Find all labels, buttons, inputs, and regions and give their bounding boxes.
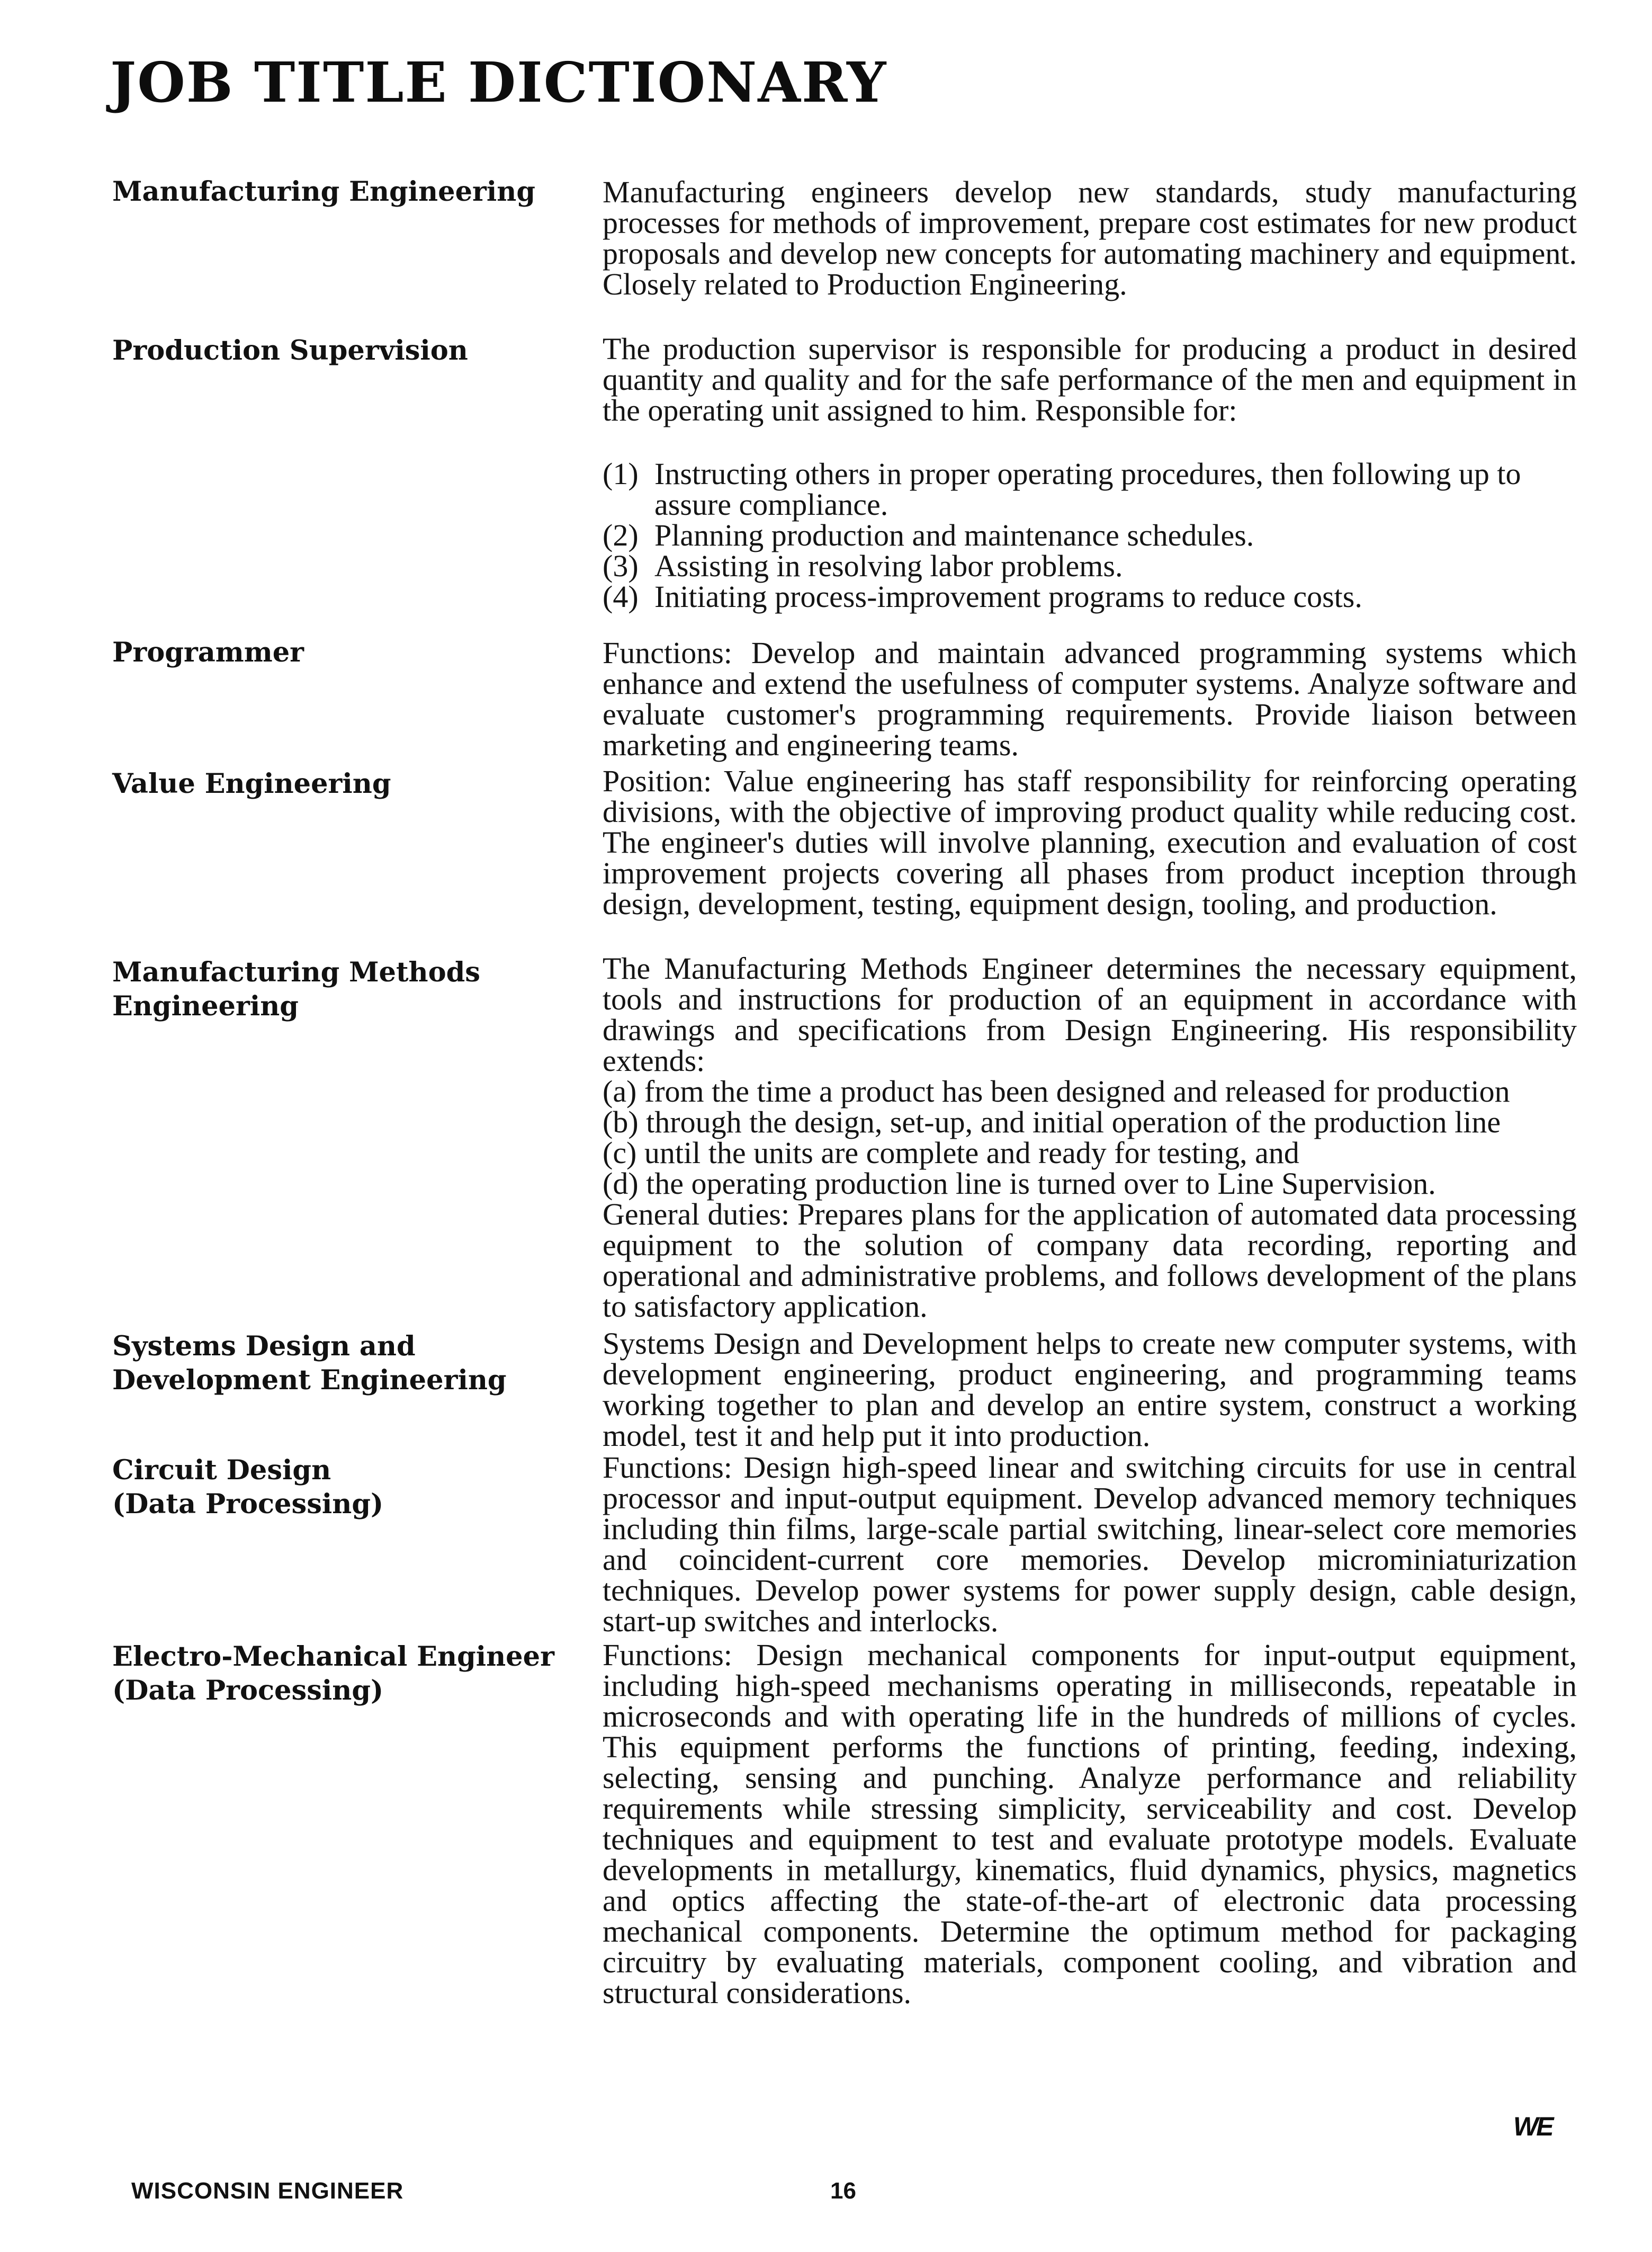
job-description xyxy=(603,1640,1577,2008)
list-item-text: Instructing others in proper operating procedures, then following up to assure compliance. xyxy=(654,457,1521,522)
list-item xyxy=(603,579,1577,614)
description-paragraph: Functions: Design high-speed linear and switching circuits for use in central processor and input-output equipment. Develop advanced memory techniques including thin films, large-scale partial switching, linear-select core memories and coincident-current core memories. Develop microminiaturization techniques. Develop power systems for power supply design, cable design, start-up switches and interlocks. xyxy=(603,1450,1577,1638)
list-item xyxy=(603,1138,1577,1168)
list-marker: (c) xyxy=(603,1136,637,1170)
page-title: JOB TITLE DICTIONARY xyxy=(110,50,887,115)
description-paragraph: Systems Design and Development helps to create new computer systems, with development engineering, product engineering, and programming teams working together to plan and develop an entire system, construct a working model, test it and help put it into production. xyxy=(603,1326,1577,1453)
list-item-text: until the units are complete and ready for testing, and xyxy=(644,1136,1299,1170)
job-title-label xyxy=(112,955,573,1023)
job-title-label xyxy=(112,636,573,669)
list-marker: (1) xyxy=(603,457,639,491)
list-item-text: Initiating process-improvement programs to reduce costs. xyxy=(654,579,1362,614)
job-title-line: Engineering xyxy=(112,990,299,1022)
list-item xyxy=(603,551,1577,582)
page-number: 16 xyxy=(830,2178,856,2204)
list-item xyxy=(603,1168,1577,1199)
list-marker: (4) xyxy=(603,579,639,614)
job-title-label xyxy=(112,334,573,368)
list-item-text: the operating production line is turned over to Line Supervision. xyxy=(646,1166,1436,1201)
job-title-line: Development Engineering xyxy=(112,1364,507,1396)
description-paragraph: Functions: Develop and maintain advanced programming systems which enhance and extend the usefulness of computer systems. Analyze software and evaluate customer's programming requirements. Provide liaison between marketing and engineering teams. xyxy=(603,636,1577,762)
description-paragraph: General duties: Prepares plans for the application of automated data processing equipment to the solution of company data recording, reporting and operational and administrative problems, and follows development of the plans to satisfactory application. xyxy=(603,1197,1577,1324)
job-description xyxy=(603,766,1577,919)
list-marker: (3) xyxy=(603,549,639,583)
description-paragraph: The Manufacturing Methods Engineer determines the necessary equipment, tools and instructions for production of an equipment in accordance with drawings and specifications from Design Engineering. His responsibility extends: xyxy=(603,951,1577,1078)
job-title-label xyxy=(112,1640,573,1708)
job-title-label xyxy=(112,1329,573,1397)
job-title-line: Production Supervision xyxy=(112,335,468,367)
job-title-line: Manufacturing Methods xyxy=(112,957,480,988)
job-title-line: Electro-Mechanical Engineer xyxy=(112,1641,554,1673)
list-item-text: from the time a product has been designed and released for production xyxy=(644,1074,1510,1109)
job-title-line: Programmer xyxy=(112,637,304,668)
job-title-line: Circuit Design xyxy=(112,1454,331,1486)
list-item-text: through the design, set-up, and initial operation of the production line xyxy=(646,1105,1501,1139)
responsibility-list xyxy=(603,459,1577,612)
list-item xyxy=(603,520,1577,551)
publication-name: WISCONSIN ENGINEER xyxy=(131,2178,404,2204)
job-title-line: Value Engineering xyxy=(112,768,391,800)
list-marker: (2) xyxy=(603,518,639,552)
job-title-label xyxy=(112,1453,573,1521)
description-paragraph: Functions: Design mechanical components for input-output equipment, including high-speed mechanisms operating in milliseconds, repeatable in microseconds and with operating life in the hundreds of millions of cycles. This equipment performs the functions of printing, feeding, indexing, selecting, sensing and punching. Analyze performance and reliability requirements while stressing simplicity, serviceability and cost. Develop techniques and equipment to test and evaluate prototype models. Evaluate developments in metallurgy, kinematics, fluid dynamics, physics, magnetics and optics affecting the state-of-the-art of electronic data processing mechanical components. Determine the optimum method for packaging circuitry by evaluating materials, component cooling, and vibration and structural considerations. xyxy=(603,1638,1577,2010)
job-title-line: (Data Processing) xyxy=(112,1675,384,1706)
list-marker: (a) xyxy=(603,1074,637,1109)
list-marker: (b) xyxy=(603,1105,639,1139)
list-item xyxy=(603,459,1577,520)
job-description xyxy=(603,334,1577,426)
job-description xyxy=(603,1452,1577,1637)
job-title-label xyxy=(112,767,573,801)
job-description xyxy=(603,1328,1577,1451)
we-logo: WE xyxy=(1513,2112,1552,2141)
description-paragraph: Position: Value engineering has staff responsibility for reinforcing operating divisions, with the objective of improving product quality while reducing cost. The engineer's duties will involve planning, execution and evaluation of cost improvement projects covering all phases from product inception through design, development, testing, equipment design, tooling, and production. xyxy=(603,764,1577,921)
job-title-line: (Data Processing) xyxy=(112,1488,384,1520)
job-title-line: Manufacturing Engineering xyxy=(112,176,536,208)
job-title-line: Systems Design and xyxy=(112,1330,416,1362)
job-description xyxy=(603,953,1577,1322)
list-item-text: Assisting in resolving labor problems. xyxy=(654,549,1123,583)
list-item xyxy=(603,1076,1577,1107)
job-title-label xyxy=(112,175,573,209)
list-marker: (d) xyxy=(603,1166,639,1201)
list-item xyxy=(603,1107,1577,1138)
list-item-text: Planning production and maintenance schedules. xyxy=(654,518,1254,552)
job-description xyxy=(603,638,1577,761)
description-paragraph: The production supervisor is responsible for producing a product in desired quantity and quality and for the safe performance of the men and equipment in the operating unit assigned to him. Responsible for: xyxy=(603,332,1577,427)
job-description xyxy=(603,177,1577,300)
description-paragraph: Manufacturing engineers develop new standards, study manufacturing processes for methods of improvement, prepare cost estimates for new product proposals and develop new concepts for automating machinery and equipment. Closely related to Production Engineering. xyxy=(603,175,1577,301)
